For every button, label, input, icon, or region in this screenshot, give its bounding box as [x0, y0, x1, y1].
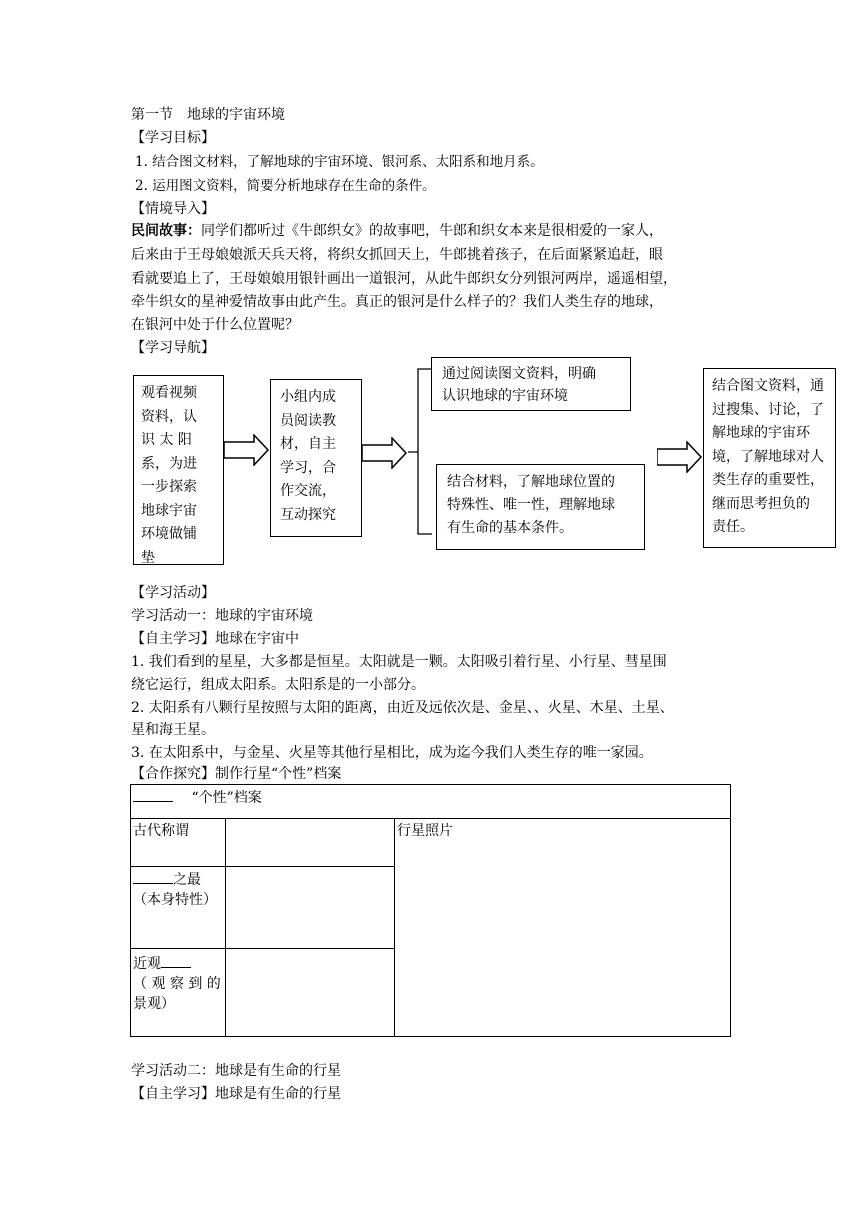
nav-box-4: 结合材料，了解地球位置的 特殊性、唯一性，理解地球 有生命的基本条件。	[436, 464, 645, 550]
section-title: 第一节 地球的宇宙环境	[131, 107, 285, 123]
nav-box-1: 观看视频 资料，认 识 太 阳 系，为进 一步探索 地球宇宙 环境做铺 垫	[133, 375, 224, 565]
superlative-blank[interactable]	[133, 869, 173, 884]
nav-branch-bracket	[406, 368, 434, 536]
nav-arrow-1	[224, 434, 270, 466]
archive-header-cell: “个性”档案	[131, 785, 731, 819]
planet-archive-table	[130, 784, 731, 1037]
nav-arrow-3	[657, 441, 703, 473]
activities-header: 【学习活动】	[131, 585, 215, 601]
planet-photo-cell: 行星照片	[395, 819, 731, 1037]
activity-2-title: 学习活动二：地球是有生命的行星	[131, 1063, 341, 1079]
objective-1: 1. 结合图文材料，了解地球的宇宙环境、银河系、太阳系和地月系。	[135, 154, 544, 170]
nav-box-2: 小组内成 员阅读教 材，自主 学习，合 作交流， 互动探究	[270, 379, 362, 537]
nav-box-3: 通过阅读图文资料，明确 认识地球的宇宙环境	[431, 357, 631, 411]
self-study-1: 【自主学习】地球在宇宙中	[131, 631, 299, 647]
intro-header: 【情境导入】	[131, 201, 215, 217]
superlative-answer[interactable]	[226, 867, 395, 949]
point-line-4: 星和海王星。	[131, 722, 215, 738]
closeup-label: 近观 （ 观 察 到 的 景观）	[131, 949, 226, 1037]
activity-1-title: 学习活动一：地球的宇宙环境	[131, 608, 313, 624]
objectives-header: 【学习目标】	[131, 130, 215, 146]
nav-arrow-2	[362, 437, 408, 469]
point-line-5: 3. 在太阳系中，与金星、火星等其他行星相比，成为迄今我们人类生存的唯一家园。	[131, 745, 653, 761]
intro-label: 民间故事：	[131, 223, 201, 239]
ancient-name-label: 古代称谓	[131, 819, 226, 867]
planet-name-blank[interactable]	[133, 787, 173, 802]
ancient-name-answer[interactable]	[226, 819, 395, 867]
intro-line-5: 在银河中处于什么位置呢？	[131, 317, 299, 333]
intro-line-1: 民间故事：同学们都听过《牛郎织女》的故事吧，牛郎和织女本来是很相爱的一家人，	[131, 223, 663, 239]
superlative-label: 之最 （本身特性）	[131, 867, 226, 949]
point-line-1: 1. 我们看到的星星，大多都是恒星。太阳就是一颗。太阳吸引着行星、小行星、彗星围	[131, 654, 667, 670]
objective-2: 2. 运用图文资料，简要分析地球存在生命的条件。	[135, 178, 436, 194]
navigation-header: 【学习导航】	[131, 340, 215, 356]
cooperative-title: 【合作探究】制作行星“个性”档案	[131, 766, 342, 782]
intro-line-3: 看就要追上了，王母娘娘用银针画出一道银河，从此牛郎织女分列银河两岸，遥遥相望，	[131, 271, 677, 287]
closeup-blank[interactable]	[161, 953, 191, 968]
nav-box-5: 结合图文资料，通 过搜集、讨论，了 解地球的宇宙环 境，了解地球对人 类生存的重要性， 继而思考担负的 责任。	[703, 368, 836, 548]
intro-line-4: 牵牛织女的星神爱情故事由此产生。真正的银河是什么样子的？我们人类生存的地球，	[131, 294, 663, 310]
closeup-answer[interactable]	[226, 949, 395, 1037]
point-line-3: 2. 太阳系有八颗行星按照与太阳的距离，由近及远依次是、金星、、火星、木星、土星、	[131, 700, 674, 716]
point-line-2: 绕它运行，组成太阳系。太阳系是的一小部分。	[131, 677, 425, 693]
self-study-2: 【自主学习】地球是有生命的行星	[131, 1086, 341, 1102]
intro-line-2: 后来由于王母娘娘派天兵天将，将织女抓回天上，牛郎挑着孩子，在后面紧紧追赶，眼	[131, 247, 663, 263]
